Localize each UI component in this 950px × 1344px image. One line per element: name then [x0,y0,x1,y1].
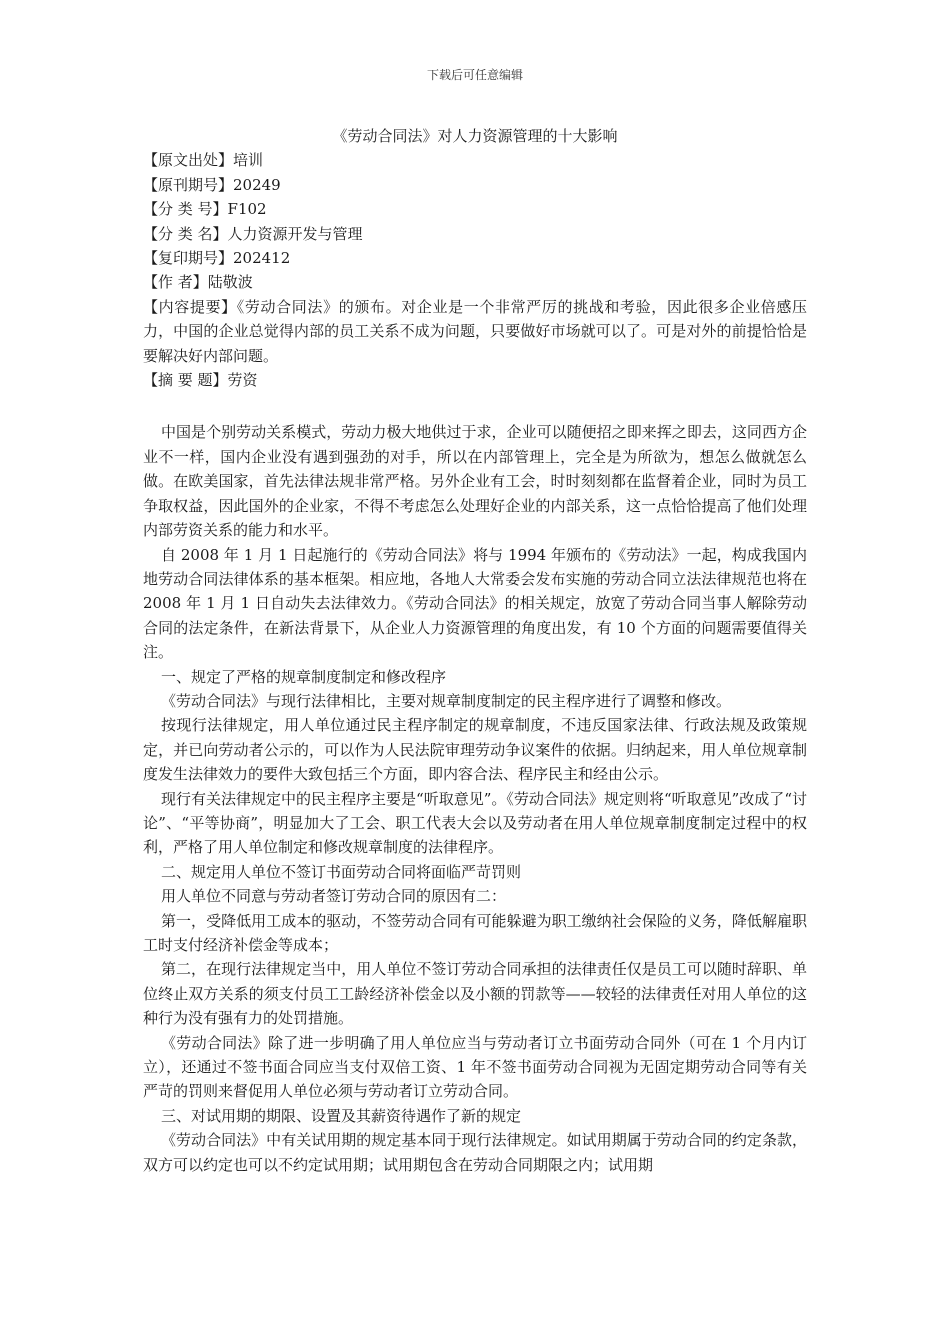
header-note: 下载后可任意编辑 [426,68,523,82]
document-body [143,124,807,1177]
body-paragraph: 按现行法律规定，用人单位通过民主程序制定的规章制度，不违反国家法律、行政法规及政策规定，并已向劳动者公示的，可以作为人民法院审理劳动争议案件的依据。归纳起来，用人单位规章制度发生法律效力的要件大致包括三个方面，即内容合法、程序民主和经由公示。 [143,716,807,784]
section-heading: 一、规定了严格的规章制度制定和修改程序 [161,667,447,686]
section-heading: 二、规定用人单位不签订书面劳动合同将面临严苛罚则 [161,862,522,881]
body-paragraph: 第一，受降低用工成本的驱动，不签劳动合同有可能躲避为职工缴纳社会保险的义务，降低解雇职工时支付经济补偿金等成本； [143,911,807,954]
meta-reprint-issue: 【复印期号】202412 [143,249,291,268]
meta-keywords: 【摘 要 题】劳资 [143,371,258,390]
meta-issue: 【原刊期号】20249 [143,175,281,194]
spacer [143,392,807,420]
meta-author: 【作 者】陆敬波 [143,273,253,292]
body-paragraph: 用人单位不同意与劳动者签订劳动合同的原因有二： [161,887,507,906]
body-paragraph: 《劳动合同法》与现行法律相比，主要对规章制度制定的民主程序进行了调整和修改。 [161,691,732,710]
body-paragraph: 现行有关法律规定中的民主程序主要是“听取意见”。《劳动合同法》规定则将“听取意见”改成了“讨论”、“平等协商”，明显加大了工会、职工代表大会以及劳动者在用人单位规章制度制定过程中的权利，严格了用人单位制定和修改规章制度的法律程序。 [143,789,807,857]
section-heading: 三、对试用期的期限、设置及其薪资待遇作了新的规定 [161,1106,522,1125]
body-paragraph: 《劳动合同法》除了进一步明确了用人单位应当与劳动者订立书面劳动合同外（可在 1 个月内订立），还通过不签书面合同应当支付双倍工资、1 年不签书面劳动合同视为无固定期劳动合同等有关严苛的罚则来督促用人单位必须与劳动者订立劳动合同。 [143,1033,807,1101]
meta-source: 【原文出处】培训 [143,151,264,170]
meta-class-name: 【分 类 名】人力资源开发与管理 [143,224,363,243]
body-paragraph: 第二，在现行法律规定当中，用人单位不签订劳动合同承担的法律责任仅是员工可以随时辞职、单位终止双方关系的须支付员工工龄经济补偿金以及小额的罚款等——较轻的法律责任对用人单位的这种行为没有强有力的处罚措施。 [143,960,807,1028]
meta-class-number: 【分 类 号】F102 [143,200,267,219]
body-paragraph: 中国是个别劳动关系模式，劳动力极大地供过于求，企业可以随便招之即来挥之即去，这同西方企业不一样，国内企业没有遇到强劲的对手，所以在内部管理上，完全是为所欲为，想怎么做就怎么做。在欧美国家，首先法律法规非常严格。另外企业有工会，时时刻刻都在监督着企业，同时为员工争取权益，因此国外的企业家，不得不考虑怎么处理好企业的内部关系，这一点恰恰提高了他们处理内部劳资关系的能力和水平。 [143,423,807,540]
document-title: 《劳动合同法》对人力资源管理的十大影响 [332,127,618,145]
body-paragraph: 自 2008 年 1 月 1 日起施行的《劳动合同法》将与 1994 年颁布的《劳动法》一起，构成我国内地劳动合同法律体系的基本框架。相应地，各地人大常委会发布实施的劳动合同立法法律规范也将在 2008 年 1 月 1 日自动失去法律效力。《劳动合同法》的相关规定，放宽了劳动合同当事人解除劳动合同的法定条件，在新法背景下，从企业人力资源管理的角度出发，有 10 个方面的问题需要值得关注。 [143,545,807,662]
meta-abstract: 【内容提要】《劳动合同法》的颁布。对企业是一个非常严厉的挑战和考验，因此很多企业倍感压力，中国的企业总觉得内部的员工关系不成为问题，只要做好市场就可以了。可是对外的前提恰恰是要解决好内部问题。 [143,297,807,365]
body-paragraph: 《劳动合同法》中有关试用期的规定基本同于现行法律规定。如试用期属于劳动合同的约定条款，双方可以约定也可以不约定试用期；试用期包含在劳动合同期限之内；试用期 [143,1131,807,1174]
